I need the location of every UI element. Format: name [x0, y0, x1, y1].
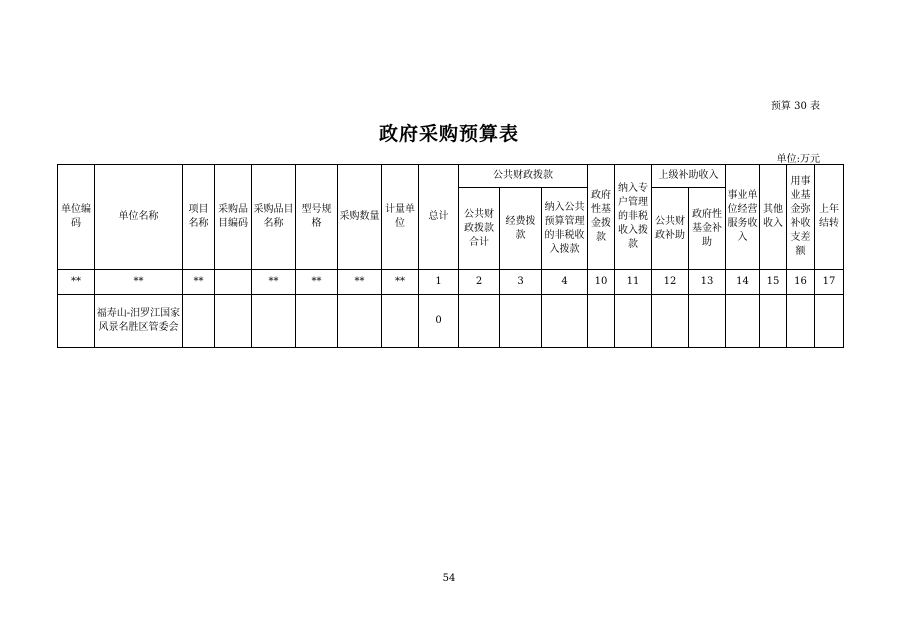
table-row	[58, 295, 844, 348]
cell-empty	[215, 295, 252, 348]
cell-empty	[815, 295, 844, 348]
index-cell	[215, 270, 252, 295]
header-measure-unit: 计量单位	[382, 165, 419, 270]
header-unit-name: 单位名称	[95, 165, 183, 270]
index-cell: 16	[787, 270, 815, 295]
header-quantity: 采购数量	[338, 165, 382, 270]
index-cell: **	[338, 270, 382, 295]
cell-empty	[615, 295, 652, 348]
procurement-budget-table	[57, 164, 844, 348]
unit-label: 单位:万元	[776, 154, 820, 165]
index-cell: **	[252, 270, 296, 295]
index-cell: **	[382, 270, 419, 295]
index-cell: **	[296, 270, 338, 295]
index-cell: 2	[459, 270, 500, 295]
header-model-spec: 型号规格	[296, 165, 338, 270]
header-total: 总计	[419, 165, 459, 270]
page-number: 54	[442, 573, 456, 584]
cell-empty	[726, 295, 760, 348]
header-business-income: 事业单位经营服务收入	[726, 165, 760, 270]
cell-unit-name: 福寿山-汨罗江国家风景名胜区管委会	[95, 295, 183, 348]
index-cell: 13	[689, 270, 726, 295]
cell-empty	[338, 295, 382, 348]
cell-empty	[382, 295, 419, 348]
index-cell: 12	[652, 270, 689, 295]
header-fund-cover: 用事业基金弥补收支差额	[787, 165, 815, 270]
header-project-name: 项目名称	[183, 165, 215, 270]
cell-empty	[689, 295, 726, 348]
cell-empty	[787, 295, 815, 348]
cell-empty	[183, 295, 215, 348]
cell-empty	[588, 295, 615, 348]
index-row	[58, 270, 844, 295]
index-cell: 11	[615, 270, 652, 295]
header-fee-allocation: 经费拨款	[500, 188, 542, 270]
cell-total: 0	[419, 295, 459, 348]
index-cell: **	[58, 270, 95, 295]
header-special-nontax: 纳入专户管理的非税收入拨款	[615, 165, 652, 270]
index-cell: **	[95, 270, 183, 295]
index-cell: 17	[815, 270, 844, 295]
header-item-code: 采购品目编码	[215, 165, 252, 270]
header-other-income: 其他收入	[760, 165, 787, 270]
cell-empty	[296, 295, 338, 348]
index-cell: 10	[588, 270, 615, 295]
index-cell: **	[183, 270, 215, 295]
cell-empty	[542, 295, 588, 348]
cell-empty	[652, 295, 689, 348]
header-nontax-budget: 纳入公共预算管理的非税收入拨款	[542, 188, 588, 270]
form-number: 预算 30 表	[770, 101, 820, 112]
header-gov-fund: 政府性基金拨款	[588, 165, 615, 270]
header-unit-code: 单位编码	[58, 165, 95, 270]
header-public-fiscal: 公共财政拨款	[459, 165, 588, 188]
header-gov-fund-subsidy: 政府性基金补助	[689, 188, 726, 270]
index-cell: 14	[726, 270, 760, 295]
header-item-name: 采购品目名称	[252, 165, 296, 270]
index-cell: 4	[542, 270, 588, 295]
header-upper-subsidy: 上级补助收入	[652, 165, 726, 188]
index-cell: 3	[500, 270, 542, 295]
header-public-fiscal-subsidy: 公共财政补助	[652, 188, 689, 270]
index-cell: 15	[760, 270, 787, 295]
cell-empty	[760, 295, 787, 348]
page-title: 政府采购预算表	[378, 123, 519, 145]
cell-empty	[252, 295, 296, 348]
header-public-fiscal-total: 公共财政拨款合计	[459, 188, 500, 270]
cell-unit-code	[58, 295, 95, 348]
index-cell: 1	[419, 270, 459, 295]
cell-empty	[459, 295, 500, 348]
header-last-year-carry: 上年结转	[815, 165, 844, 270]
cell-empty	[500, 295, 542, 348]
